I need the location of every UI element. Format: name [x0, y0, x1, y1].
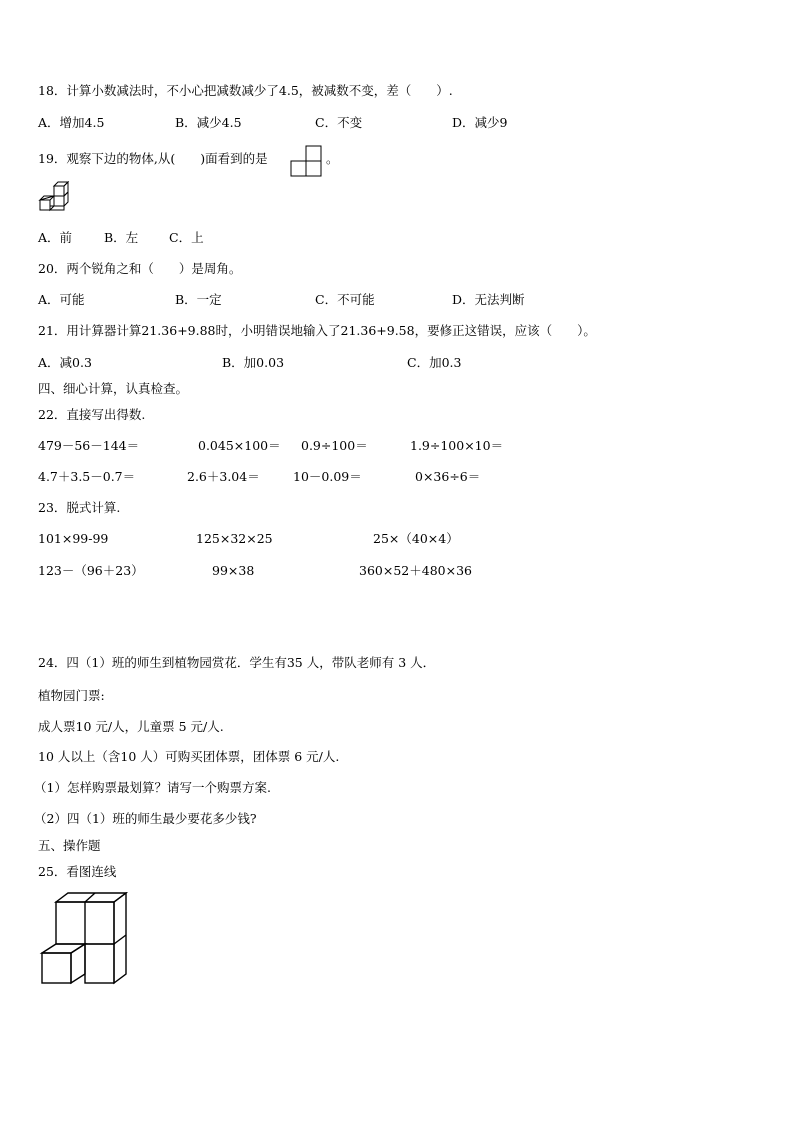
q22-expr: 0.9÷100＝: [301, 438, 368, 453]
q18-option-d: D．减少9: [452, 115, 508, 130]
q23-expr: 25×（40×4）: [373, 531, 459, 546]
q20-option-c: C．不可能: [315, 292, 375, 307]
q19-stem-end: 。: [326, 151, 339, 166]
q18-option-a: A．增加4.5: [38, 115, 105, 130]
q18-option-c: C．不变: [315, 115, 363, 130]
q24-sub1: （1）怎样购票最划算？请写一个购票方案.: [34, 780, 271, 795]
q23-stem: 23．脱式计算.: [38, 500, 121, 515]
q24-line2: 成人票10 元/人，儿童票 5 元/人.: [38, 719, 224, 734]
q23-expr: 360×52＋480×36: [359, 563, 472, 578]
q20-option-a: A．可能: [38, 292, 85, 307]
q25-stem: 25．看图连线: [38, 864, 117, 879]
q21-option-c: C．加0.3: [407, 355, 462, 370]
q23-expr: 99×38: [212, 563, 255, 578]
q24-sub2: （2）四（1）班的师生最少要花多少钱?: [34, 811, 257, 826]
section4-title: 四、细心计算，认真检查。: [38, 381, 189, 396]
q22-expr: 10－0.09＝: [293, 469, 362, 484]
q19-option-a: A．前: [38, 230, 73, 245]
q24-stem: 24．四（1）班的师生到植物园赏花．学生有35 人，带队老师有 3 人．: [38, 655, 436, 670]
q24-line1: 植物园门票:: [38, 688, 105, 703]
q19-option-b: B．左: [104, 230, 139, 245]
q22-expr: 2.6＋3.04＝: [187, 469, 260, 484]
q22-expr: 1.9÷100×10＝: [410, 438, 504, 453]
q18-option-b: B．减少4.5: [175, 115, 242, 130]
q23-expr: 101×99-99: [38, 531, 109, 546]
q19-stem: 19．观察下边的物体,从( )面看到的是: [38, 151, 268, 166]
q23-expr: 123－（96＋23）: [38, 563, 144, 578]
q22-expr: 4.7＋3.5－0.7＝: [38, 469, 136, 484]
cube-solid-icon: [38, 892, 130, 988]
q20-option-d: D．无法判断: [452, 292, 525, 307]
q20-stem: 20．两个锐角之和（ ）是周角。: [38, 261, 242, 276]
q21-stem: 21．用计算器计算21.36+9.88时，小明错误地输入了21.36+9.58，要修正这错误，应该（ ）。: [38, 323, 596, 338]
q20-option-b: B．一定: [175, 292, 222, 307]
two-square-view-icon: [290, 145, 324, 177]
cube-stack-icon: [38, 181, 72, 217]
q22-expr: 0×36÷6＝: [415, 469, 481, 484]
q21-option-b: B．加0.03: [222, 355, 285, 370]
q19-option-c: C．上: [169, 230, 204, 245]
q18-stem: 18．计算小数减法时，不小心把减数减少了4.5，被减数不变，差（ ）.: [38, 83, 453, 98]
q22-expr: 479－56－144＝: [38, 438, 140, 453]
q22-stem: 22．直接写出得数.: [38, 407, 146, 422]
section5-title: 五、操作题: [38, 838, 101, 853]
q24-line3: 10 人以上（含10 人）可购买团体票，团体票 6 元/人.: [38, 749, 340, 764]
q21-option-a: A．减0.3: [38, 355, 92, 370]
q23-expr: 125×32×25: [196, 531, 273, 546]
q22-expr: 0.045×100＝: [198, 438, 281, 453]
